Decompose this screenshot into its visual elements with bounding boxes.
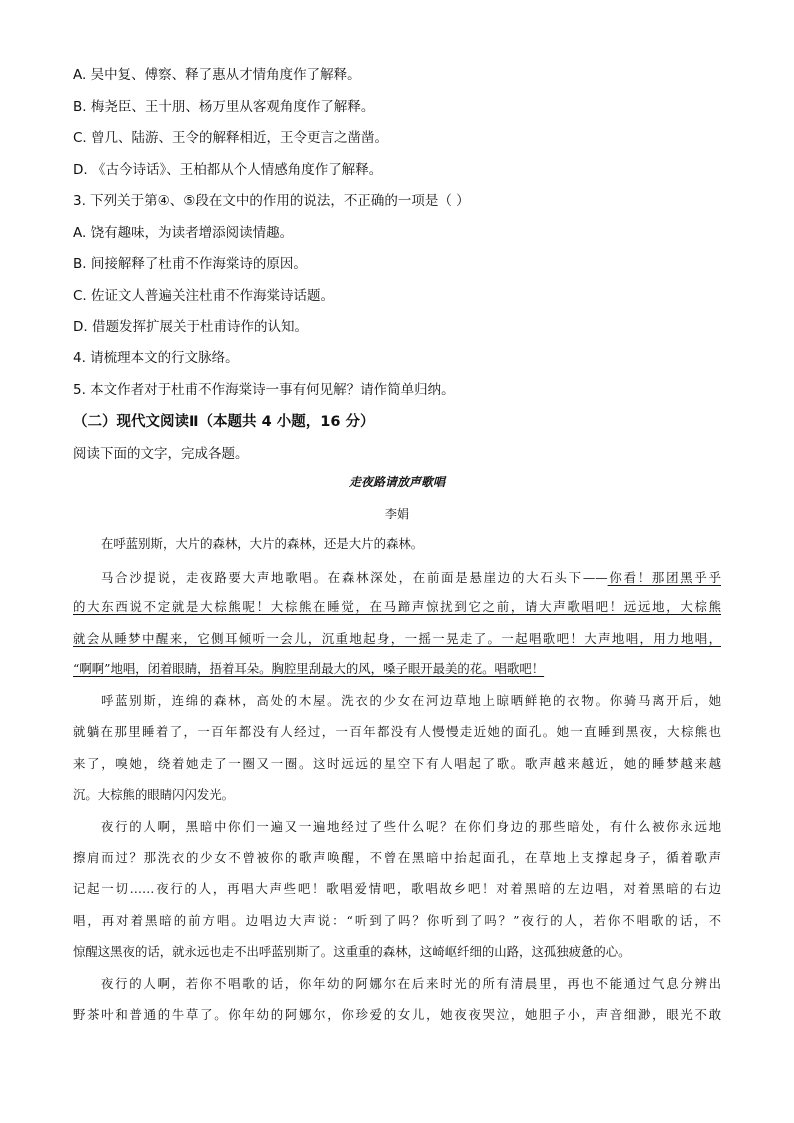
q3-stem: 3. 下列关于第④、⑤段在文中的作用的说法，不正确的一项是（ ）	[73, 193, 470, 209]
paragraph-line: 擦肩而过？那洗衣的少女不曾被你的歌声唤醒，不曾在黑暗中抬起面孔，在草地上支撑起身子，循着歌声	[73, 850, 721, 865]
q3-option-a: A. 饶有趣味，为读者增添阅读情趣。	[73, 225, 294, 241]
paragraph-line: 野茶叶和普通的牛草了。你年幼的阿娜尔，你珍爱的女儿，她夜夜哭泣，她胆子小，声音细渺，眼光不敢	[73, 1007, 721, 1022]
underlined-text: “啊啊”地唱，闭着眼睛，捂着耳朵。胸腔里刮最大的风，嗓子眼开最美的花。唱歌吧！	[73, 661, 545, 676]
essay-author: 李娟	[384, 507, 409, 521]
underlined-line: 的大东西说不定就是大棕熊呢！大棕熊在睡觉，在马蹄声惊扰到它之前，请大声歌唱吧！远远地，大棕熊	[73, 599, 721, 614]
paragraph-line: 呼蓝别斯，连绵的森林，高处的木屋。洗衣的少女在河边草地上晾晒鲜艳的衣物。你骑马离开后，她	[101, 693, 721, 708]
paragraph-line: 夜行的人啊，黑暗中你们一遍又一遍地经过了些什么呢？在你们身边的那些暗处，有什么被你永远地	[101, 819, 721, 834]
paragraph-line	[101, 569, 721, 587]
q2-option-b: B. 梅尧臣、王十朋、杨万里从客观角度作了解释。	[73, 99, 375, 115]
paragraph-line: 在呼蓝别斯，大片的森林，大片的森林，还是大片的森林。	[101, 536, 424, 551]
paragraph-line: 来了，嗅她，绕着她走了一圈又一圈。这时远远的星空下有人唱起了歌。歌声越来越近，她的睡梦越来越	[73, 756, 721, 771]
paragraph-line: 记起一切……夜行的人，再唱大声些吧！歌唱爱情吧，歌唱故乡吧！对着黑暗的左边唱，对着黑暗的右边	[73, 881, 721, 896]
q4-stem: 4. 请梳理本文的行文脉络。	[73, 350, 239, 366]
q3-option-c: C. 佐证文人普遍关注杜甫不作海棠诗话题。	[73, 288, 335, 304]
q2-option-a: A. 吴中复、傅察、释了惠从才情角度作了解释。	[73, 67, 361, 83]
essay-title: 走夜路请放声歌唱	[348, 475, 445, 489]
q5-stem: 5. 本文作者对于杜甫不作海棠诗一事有何见解？请作简单归纳。	[73, 382, 455, 398]
paragraph-text: 马合沙提说，走夜路要大声地歌唱。在森林深处，在前面是悬崖边的大石头下——	[101, 570, 608, 585]
q3-option-d: D. 借题发挥扩展关于杜甫诗作的认知。	[73, 319, 308, 335]
paragraph-line: 夜行的人啊，若你不唱歌的话，你年幼的阿娜尔在后来时光的所有清晨里，再也不能通过气息分辨出	[101, 976, 721, 991]
underlined-line	[73, 660, 721, 678]
paragraph-line: 沉。大棕熊的眼睛闪闪发光。	[73, 787, 235, 802]
instruction: 阅读下面的文字，完成各题。	[73, 446, 249, 462]
paragraph-line: 惊醒这黑夜的话，就永远也走不出呼蓝别斯了。这重重的森林，这崎岖纤细的山路，这孤独疲惫的心。	[73, 944, 631, 959]
q3-option-b: B. 间接解释了杜甫不作海棠诗的原因。	[73, 256, 307, 272]
paragraph-line: 就躺在那里睡着了，一百年都没有人经过，一百年都没有人慢慢走近她的面孔。她一直睡到黑夜，大棕熊也	[73, 724, 721, 739]
underlined-text: 你看！那团黑乎乎	[607, 570, 721, 585]
section-title: （二）现代文阅读Ⅱ（本题共 4 小题，16 分）	[73, 414, 375, 430]
q2-option-d: D. 《古今诗话》、王柏都从个人情感角度作了解释。	[73, 162, 383, 178]
paragraph-line: 唱，再对着黑暗的前方唱。边唱边大声说：“听到了吗？你听到了吗？”夜行的人，若你不唱歌的话，不	[73, 913, 721, 928]
q2-option-c: C. 曾几、陆游、王令的解释相近，王令更言之凿凿。	[73, 130, 389, 146]
underlined-line: 就会从睡梦中醒来，它侧耳倾听一会儿，沉重地起身，一摇一晃走了。一起唱歌吧！大声地唱，用力地唱，	[73, 631, 721, 646]
